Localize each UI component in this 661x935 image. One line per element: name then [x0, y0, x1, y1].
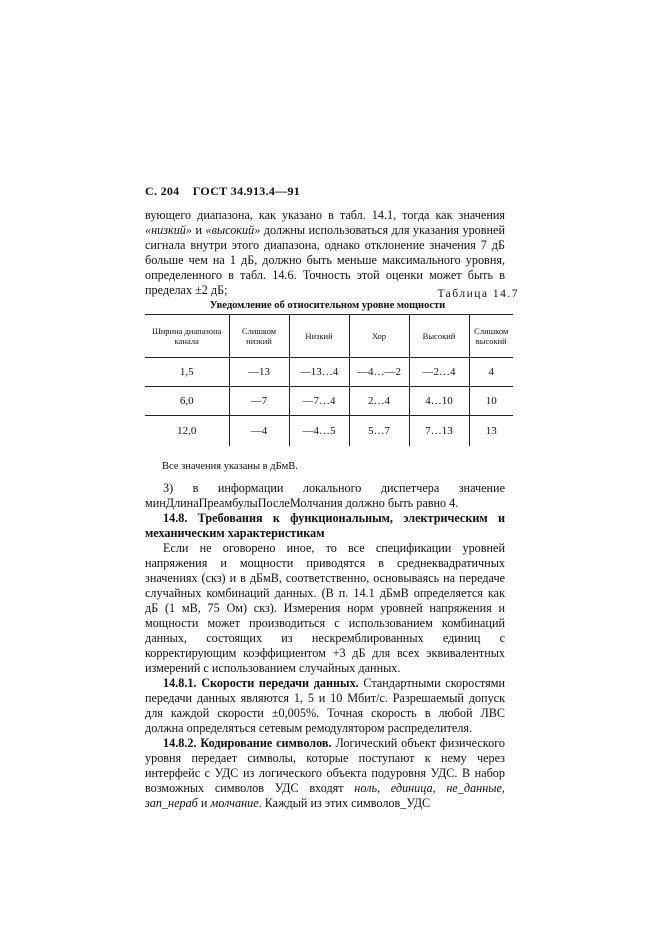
section-14-8-2-text-2: и — [197, 796, 211, 810]
table-cell: 4 — [469, 358, 513, 387]
page-header — [145, 184, 310, 199]
table-title: Уведомление об относительном уровне мощности — [209, 300, 446, 311]
item-3: 3) в информации локального диспетчера значение минДлинаПреамбулыПослеМолчания должно быть равно 4. — [145, 481, 505, 510]
table-cell: —13…4 — [289, 358, 349, 387]
col-header: Слишком низкий — [229, 315, 289, 358]
table-header-row — [145, 315, 513, 358]
power-level-table — [145, 314, 513, 446]
intro-paragraph — [145, 208, 505, 298]
section-14-8-1-text: Стандартными скоростями передачи данных являются 1, 5 и 10 Мбит/с. Разрешаемый допуск для каждой скорости ±0,005%. Точная скорость в любой ЛВС должна определяться сетевым ремодулятором распределителя. — [145, 676, 505, 735]
standard-code: ГОСТ 34.913.4—91 — [192, 184, 301, 198]
intro-text-1: вующего диапазона, как указано в табл. 14.1, тогда как значения — [145, 208, 505, 222]
table-cell: —4…—2 — [349, 358, 409, 387]
table-cell: 7…13 — [409, 416, 469, 446]
col-header: Высокий — [409, 315, 469, 358]
table-cell: 12,0 — [145, 416, 229, 446]
table-cell: —2…4 — [409, 358, 469, 387]
section-14-8-text: Если не оговорено иное, то все спецификации уровней напряжения и мощности приводятся в среднеквадратичных значениях (скз) и в дБмВ, соответственно, основываясь на передаче случайных комбинаций данных. (В п. 14.1 дБмВ определяется как дБ (1 мВ, 75 Ом) скз). Измерения норм уровней напряжения и мощности может производиться с использованием комбинаций данных, состоящих из нескремблированных единиц с корректирующим коэффициентом +3 дБ для всех эквивалентных измерений с использованием случайных данных. — [145, 541, 505, 675]
section-14-8-2-text-3: . Каждый из этих символов_УДС — [258, 796, 431, 810]
intro-text-3: должны использоваться для указания уровней сигнала внутри этого диапазона, однако отклонение значения 7 дБ больше чем на 1 дБ, должно быть меньше максимального уровня, определенного в табл. 14.6. Точность этой оценки может быть в пределах ±2 дБ; — [145, 223, 505, 297]
table-row — [145, 358, 513, 387]
intro-term-high: «высокий» — [205, 223, 261, 237]
section-14-8-2 — [145, 736, 505, 811]
table-cell: —4 — [229, 416, 289, 446]
table-cell: 2…4 — [349, 387, 409, 416]
section-14-8-2-heading: 14.8.2. Кодирование символов. — [163, 736, 332, 750]
symbol-list: ноль, единица, не_данные, зап_нераб — [145, 781, 505, 810]
section-14-8-1-heading: 14.8.1. Скорости передачи данных. — [163, 676, 359, 690]
table-cell: —4…5 — [289, 416, 349, 446]
table-cell: 1,5 — [145, 358, 229, 387]
table-cell: —13 — [229, 358, 289, 387]
col-header: Хор — [349, 315, 409, 358]
section-14-8-1 — [145, 676, 505, 736]
table-note: Все значения указаны в дБмВ. — [162, 461, 298, 472]
intro-term-low: «низкий» — [145, 223, 192, 237]
table-cell: 4…10 — [409, 387, 469, 416]
symbol-silence: молчание — [210, 796, 259, 810]
table-cell: 5…7 — [349, 416, 409, 446]
page-number: С. 204 — [145, 184, 180, 198]
table-row — [145, 387, 513, 416]
section-14-8-2-text-1: Логический объект физического уровня передает символы, которые поступают к нему через интерфейс с УДС из логического объекта подуровня УДС. В набор возможных символов УДС входят — [145, 736, 505, 795]
table-cell: 13 — [469, 416, 513, 446]
col-header: Низкий — [289, 315, 349, 358]
col-header: Ширина диапазона канала — [145, 315, 229, 358]
intro-text-2: и — [191, 223, 206, 237]
col-header: Слишком высокий — [469, 315, 513, 358]
table-cell: —7…4 — [289, 387, 349, 416]
body-text — [145, 481, 505, 811]
table-label: Таблица 14.7 — [437, 288, 519, 300]
table-row — [145, 416, 513, 446]
table-cell: —7 — [229, 387, 289, 416]
table-cell: 10 — [469, 387, 513, 416]
section-14-8-heading: 14.8. Требования к функциональным, электрическим и механическим характеристикам — [145, 511, 505, 540]
table-cell: 6,0 — [145, 387, 229, 416]
